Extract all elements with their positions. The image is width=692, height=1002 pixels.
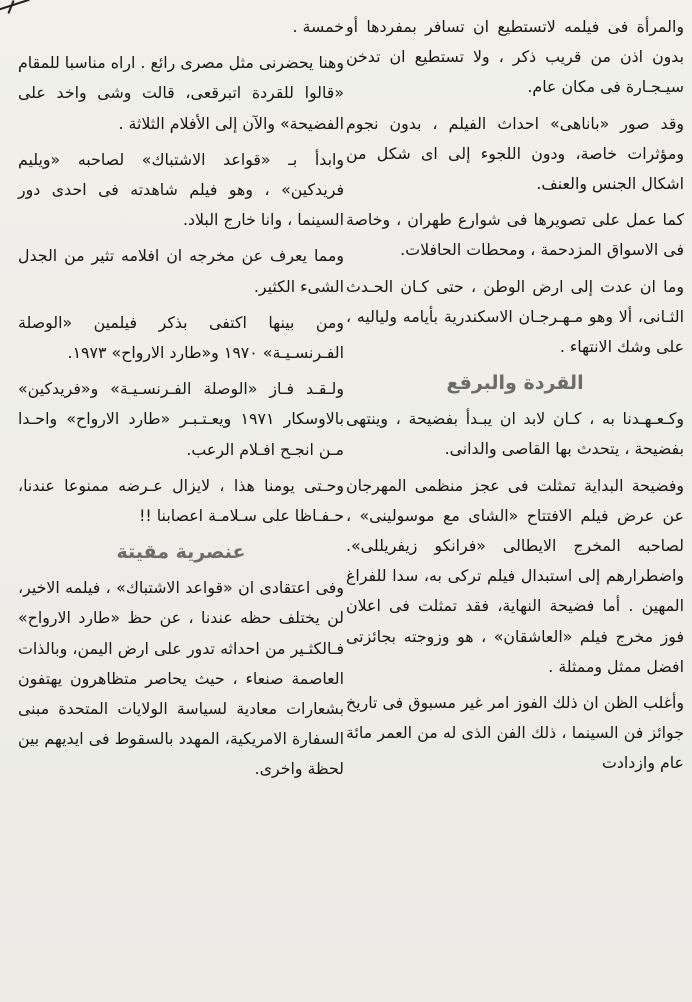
left-paragraph-5: ومن بينها اكتفى بذكر فيلمين «الوصلة الفـرنسـيـة» ١٩٧٠ و«طارد الارواح» ١٩٧٣. <box>18 312 344 363</box>
right-paragraph-3: كما عمل على تصويرها فى شوارع طهران ، وخاصة فى الاسواق المزدحمة ، ومحطات الحافلات. <box>346 210 684 260</box>
left-paragraph-3: وابدأ بـ «قواعد الاشتباك» لصاحبه «ويليم فريدكين» ، وهو فيلم شاهدته فى احدى دور السينما ، وانا خارج البلاد. <box>18 149 344 230</box>
right-paragraph-2: وقد صور «باناهى» احداث الفيلم ، بدون نجوم ومؤثرات خاصة، ودون اللجوء إلى اى شكل من اشكال الجنس والعنف. <box>346 113 684 194</box>
left-paragraph-1: خمسة . <box>292 17 344 36</box>
left-paragraph-7: وحـتى يومنا هذا ، لايزال عـرضه ممنوعا عندنا، حـفـاظا على سـلامـة اعصابنا !! <box>18 475 344 526</box>
right-paragraph-6: وفضيحة البداية تمثلت فى عجز منظمى المهرجان عن عرض فيلم الافتتاح «الشاى مع موسولينى» ، لصاحبه المخرج الايطالى «فرانكو زيفريللى». واضطرارهم إلى استبدال فيلم تركى به، سدا للفراغ المهين . أما فضيحة النهاية، فقد تمثلت فى اعلان فوز مخرج فيلم «العاشقان» ، هو وزوجته بجائزتى افضل ممثل وممثلة . <box>346 475 684 676</box>
right-subheading: القردة والبرقع <box>446 372 584 395</box>
right-paragraph-4: وما ان عدت إلى ارض الوطن ، حتى كـان الحـدث الثـانى، ألا وهو مـهـرجـان الاسكندرية بأيامه ولياليه ، على وشك الانتهاء . <box>346 276 684 357</box>
right-column <box>346 12 684 785</box>
left-paragraph-6: ولـقـد فـاز «الوصلة الفـرنسـيـة» و«فريدكين» بالاوسكار ١٩٧١ ويعـتـبـر «طارد الارواح» واحـدا مـن انجـح افـلام الرعب. <box>18 379 344 459</box>
right-paragraph-5: وكـعـهـدنا به ، كـان لابد ان يبـدأ بفضيحة ، وينتهى بفضيحة ، يتحدث بها القاصى والدانى. <box>346 409 684 459</box>
left-column <box>18 12 344 791</box>
left-paragraph-2: وهنا يحضرنى مثل مصرى رائع . اراه مناسبا للمقام «قالوا للقردة اتبرقعى، قالت وشى واخد على الفضيحة» والآن إلى الأفلام الثلاثة . <box>18 53 344 133</box>
right-paragraph-7: وأغلب الظن ان ذلك الفوز امر غير مسبوق فى تاريخ جوائز فن السينما ، ذلك الفن الذى له من العمر مائة عام وازدادت <box>346 693 684 773</box>
left-paragraph-8: وفى اعتقادى ان «قواعد الاشتباك» ، فيلمه الاخير، لن يختلف حظه عندنا ، عن حظ «طارد الارواح» فـالكثـير من احداثه تدور على ارض اليمن، وبالذات العاصمة صنعاء ، حيث يحاصر متظاهرون يهتفون بشعارات معادية لسياسة الولايات المتحدة مبنى السفارة الامريكية، المهدد بالسقوط فى ايديهم بين لحظة واخرى. <box>18 578 344 779</box>
left-subheading: عنصرية مقيتة <box>116 541 246 564</box>
left-paragraph-4: ومما يعرف عن مخرجه ان افلامه تثير من الجدل الشىء الكثير. <box>18 246 344 296</box>
right-paragraph-1: والمرأة فى فيلمه لاتستطيع ان تسافر بمفردها أو بدون اذن من قريب ذكر ، ولا تستطيع ان تدخن سيـجـارة فى مكان عام. <box>346 17 684 97</box>
